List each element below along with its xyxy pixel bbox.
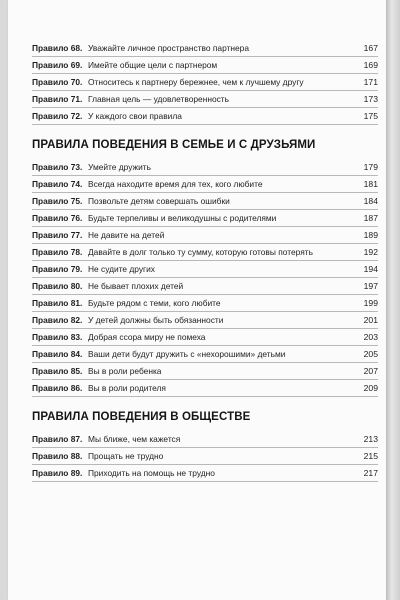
page-stack-edge [386, 0, 400, 600]
rule-title: Мы ближе, чем кажется [88, 434, 181, 444]
rule-number: Правило 71. [32, 94, 83, 104]
rule-title: Позвольте детям совершать ошибки [88, 196, 230, 206]
page-number: 201 [363, 315, 378, 325]
rule-title: Прощать не трудно [88, 451, 164, 461]
section-heading: ПРАВИЛА ПОВЕДЕНИЯ В ОБЩЕСТВЕ [32, 411, 251, 423]
page-number: 213 [363, 434, 378, 444]
rule-number: Правило 80. [32, 281, 83, 291]
page-number: 181 [363, 179, 378, 189]
toc-entry [32, 193, 378, 210]
page-number: 194 [363, 264, 378, 274]
rule-title: Имейте общие цели с партнером [88, 60, 218, 70]
page-number: 209 [363, 383, 378, 393]
toc-entry [32, 159, 378, 176]
rule-number: Правило 69. [32, 60, 83, 70]
rule-number: Правило 86. [32, 383, 83, 393]
page-number: 203 [363, 332, 378, 342]
rule-number: Правило 75. [32, 196, 83, 206]
rule-title: Добрая ссора миру не помеха [88, 332, 206, 342]
rule-number: Правило 89. [32, 468, 83, 478]
page-number: 169 [363, 60, 378, 70]
toc-entry [32, 74, 378, 91]
page-number: 215 [363, 451, 378, 461]
page-number: 171 [363, 77, 378, 87]
rule-number: Правило 85. [32, 366, 83, 376]
page-number: 173 [363, 94, 378, 104]
toc-entry [32, 210, 378, 227]
rule-number: Правило 70. [32, 77, 83, 87]
toc-entry [32, 295, 378, 312]
rule-title: Вы в роли ребенка [88, 366, 162, 376]
rule-number: Правило 77. [32, 230, 83, 240]
toc-entry [32, 40, 378, 57]
rule-title: Главная цель — удовлетворенность [88, 94, 229, 104]
rule-title: Приходить на помощь не трудно [88, 468, 215, 478]
rule-number: Правило 68. [32, 43, 83, 53]
page-number: 199 [363, 298, 378, 308]
rule-title: Будьте рядом с теми, кого любите [88, 298, 221, 308]
page-number: 217 [363, 468, 378, 478]
toc-entry [32, 448, 378, 465]
rule-title: Не судите других [88, 264, 155, 274]
rule-title: Уважайте личное пространство партнера [88, 43, 250, 53]
toc-entry [32, 91, 378, 108]
toc-entry [32, 465, 378, 482]
rule-number: Правило 88. [32, 451, 83, 461]
rule-number: Правило 74. [32, 179, 83, 189]
rule-number: Правило 84. [32, 349, 83, 359]
page-number: 197 [363, 281, 378, 291]
rule-title: Относитесь к партнеру бережнее, чем к лучшему другу [88, 77, 304, 87]
toc-entry [32, 363, 378, 380]
rule-title: У каждого свои правила [88, 111, 182, 121]
toc-entry [32, 261, 378, 278]
table-of-contents [32, 40, 378, 482]
toc-section-family [32, 139, 378, 397]
page-number: 179 [363, 162, 378, 172]
rule-title: Не давите на детей [88, 230, 165, 240]
rule-number: Правило 73. [32, 162, 83, 172]
page-number: 192 [363, 247, 378, 257]
rule-title: Умейте дружить [88, 162, 151, 172]
page-number: 187 [363, 213, 378, 223]
toc-entry [32, 329, 378, 346]
rule-title: Будьте терпеливы и великодушны с родителями [88, 213, 277, 223]
rule-title: Вы в роли родителя [88, 383, 166, 393]
rule-number: Правило 79. [32, 264, 83, 274]
toc-section-continued [32, 40, 378, 125]
toc-entry [32, 312, 378, 329]
rule-number: Правило 83. [32, 332, 83, 342]
page-number: 184 [363, 196, 378, 206]
rule-title: Ваши дети будут дружить с «нехорошими» детьми [88, 349, 286, 359]
page-number: 167 [363, 43, 378, 53]
rule-number: Правило 81. [32, 298, 83, 308]
toc-entry [32, 278, 378, 295]
rule-title: У детей должны быть обязанности [88, 315, 224, 325]
toc-entry [32, 431, 378, 448]
page-number: 189 [363, 230, 378, 240]
page-number: 207 [363, 366, 378, 376]
rule-title: Не бывает плохих детей [88, 281, 184, 291]
page-number: 175 [363, 111, 378, 121]
rule-title: Давайте в долг только ту сумму, которую готовы потерять [88, 247, 313, 257]
toc-entry [32, 346, 378, 363]
rule-title: Всегда находите время для тех, кого любите [88, 179, 263, 189]
toc-section-society [32, 411, 378, 482]
toc-entry [32, 227, 378, 244]
rule-number: Правило 82. [32, 315, 83, 325]
rule-number: Правило 87. [32, 434, 83, 444]
toc-entry [32, 244, 378, 261]
toc-entry [32, 176, 378, 193]
toc-entry [32, 380, 378, 397]
section-heading: ПРАВИЛА ПОВЕДЕНИЯ В СЕМЬЕ И С ДРУЗЬЯМИ [32, 139, 316, 151]
toc-entry [32, 108, 378, 125]
toc-entry [32, 57, 378, 74]
page-number: 205 [363, 349, 378, 359]
rule-number: Правило 72. [32, 111, 83, 121]
rule-number: Правило 78. [32, 247, 83, 257]
rule-number: Правило 76. [32, 213, 83, 223]
book-page [8, 0, 386, 600]
